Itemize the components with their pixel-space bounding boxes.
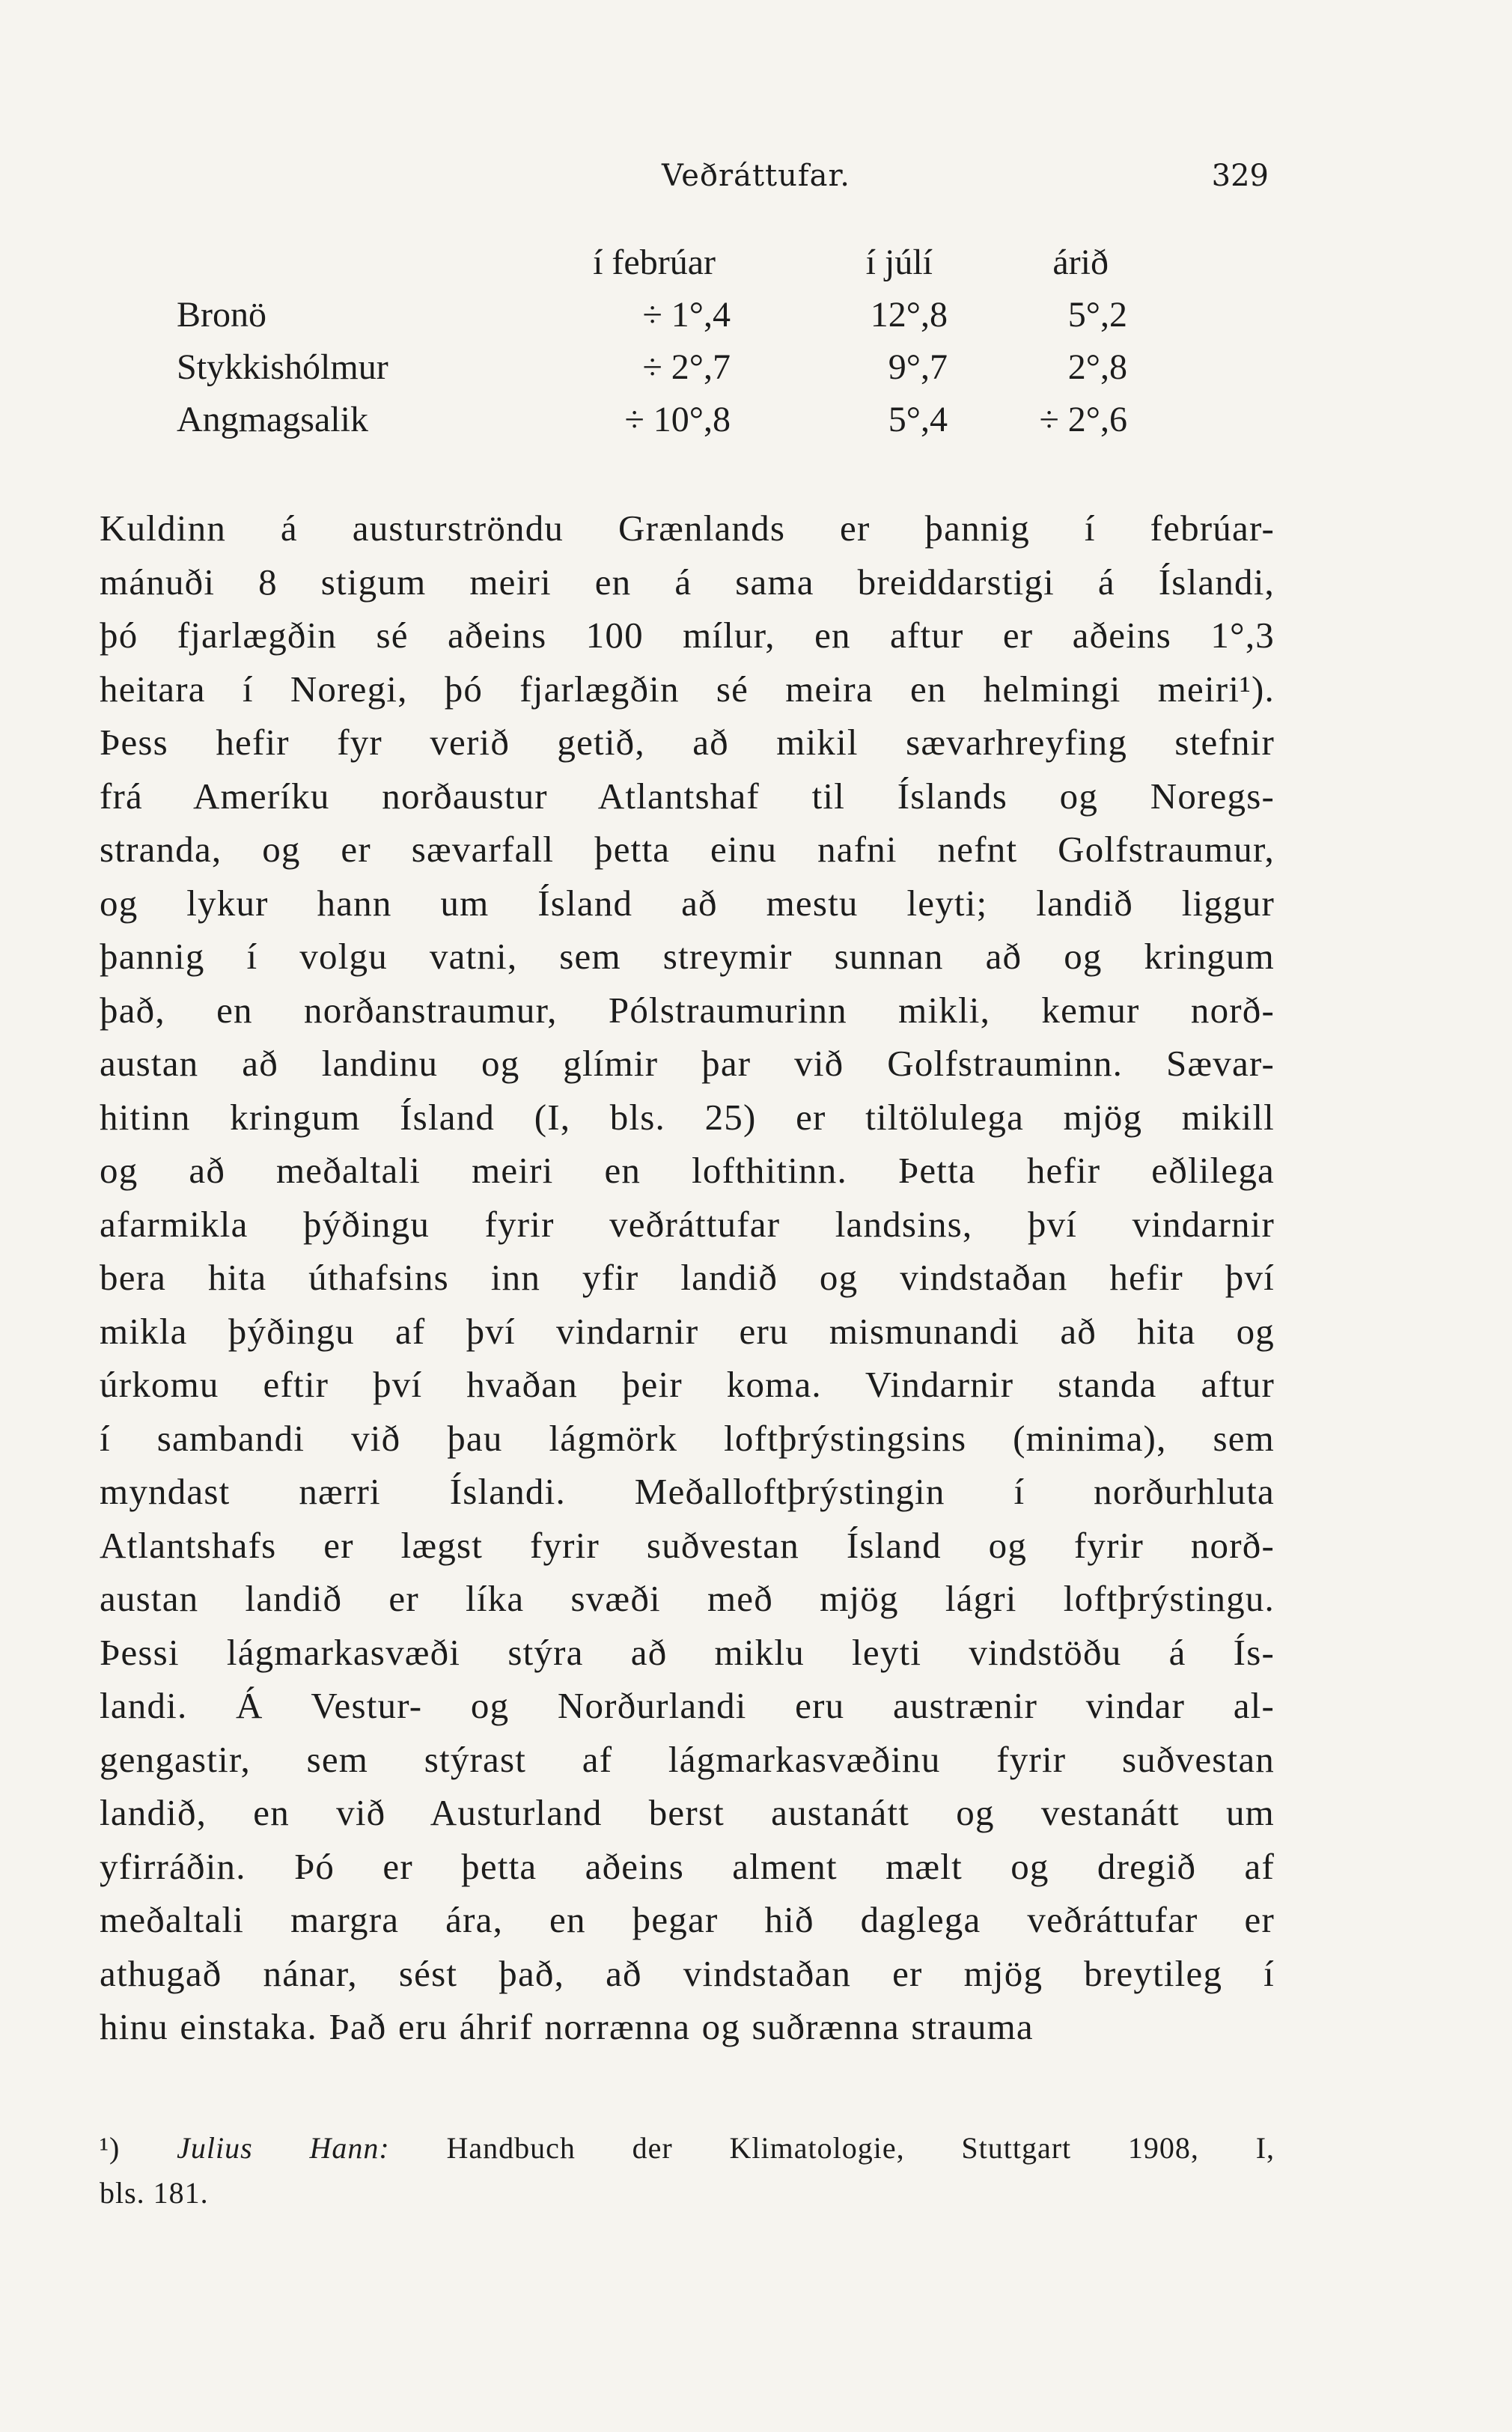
page-header [0,159,1512,201]
header-february: í febrúar [593,242,716,282]
july-value: 9°,7 [888,347,948,387]
text-line: mánuði 8 stigum meiri en á sama breiddarstigi á Íslandi, [100,561,1275,603]
text-line: Þess hefir fyr verið getið, að mikil sævarhreyfing stefnir [100,722,1275,763]
text-line: frá Ameríku norðaustur Atlantshaf til Íslands og Noregs- [100,775,1275,817]
year-value: 2°,8 [1067,347,1127,387]
text-line: og lykur hann um Ísland að mestu leyti; landið liggur [100,882,1275,924]
text-line: gengastir, sem stýrast af lágmarkasvæðinu fyrir suðvestan [100,1738,1275,1780]
footnote-line: bls. 181. [100,2176,209,2210]
text-line: og að meðaltali meiri en lofthitinn. Þetta hefir eðlilega [100,1150,1275,1191]
running-head: Veðráttufar. [662,159,850,193]
header-july: í júlí [865,242,933,282]
text-line: heitara í Noregi, þó fjarlægðin sé meira en helmingi meiri¹). [100,668,1275,710]
february-value: ÷ 1°,4 [642,294,731,335]
february-value: ÷ 10°,8 [624,399,731,439]
header-year: árið [1052,242,1109,282]
footnote-line [100,2126,1275,2171]
text-line: það, en norðanstraumur, Pólstraumurinn mikli, kemur norð- [100,989,1275,1031]
text-line: athugað nánar, sést það, að vindstaðan er mjög breytileg í [100,1952,1275,1994]
temperature-table [177,236,1127,445]
text-line: myndast nærri Íslandi. Meðalloftþrýstingin í norðurhluta [100,1471,1275,1512]
table-row [177,393,1127,445]
footnote [100,2126,1275,2216]
text-line: Kuldinn á austurströndu Grænlands er þannig í febrúar- [100,508,1275,549]
text-line: úrkomu eftir því hvaðan þeir koma. Vindarnir standa aftur [100,1364,1275,1405]
july-value: 12°,8 [870,294,948,335]
year-value: ÷ 2°,6 [1039,399,1127,439]
text-line: austan að landinu og glímir þar við Golfstrauminn. Sævar- [100,1043,1275,1084]
footnote-citation: Handbuch der Klimatologie, Stuttgart 1908, I, [446,2131,1275,2165]
july-value: 5°,4 [888,399,948,439]
body-paragraph [100,502,1275,2054]
text-line: landið, en við Austurland berst austanátt og vestanátt um [100,1792,1275,1833]
text-line: bera hita úthafsins inn yfir landið og vindstaðan hefir því [100,1257,1275,1298]
february-value: ÷ 2°,7 [642,347,731,387]
page-number: 329 [1211,159,1269,193]
header-station [177,236,506,288]
table-header-row [177,236,1127,288]
text-line: hinu einstaka. Það eru áhrif norrænna og suðrænna strauma [100,2006,1034,2047]
footnote-author: Julius Hann: [177,2131,390,2165]
table-row [177,341,1127,393]
station-name: Angmagsalik [177,399,368,439]
text-line: meðaltali margra ára, en þegar hið daglega veðráttufar er [100,1899,1275,1940]
table-row [177,288,1127,341]
text-line: þó fjarlægðin sé aðeins 100 mílur, en aftur er aðeins 1°,3 [100,615,1275,656]
text-line: hitinn kringum Ísland (I, bls. 25) er tiltölulega mjög mikill [100,1096,1275,1138]
text-line: í sambandi við þau lágmörk loftþrýstingsins (minima), sem [100,1417,1275,1459]
text-line: stranda, og er sævarfall þetta einu nafni nefnt Golfstraumur, [100,829,1275,870]
text-line: þannig í volgu vatni, sem streymir sunnan að og kringum [100,936,1275,977]
station-name: Bronö [177,294,266,335]
text-line: Atlantshafs er lægst fyrir suðvestan Ísland og fyrir norð- [100,1524,1275,1566]
text-line: mikla þýðingu af því vindarnir eru mismunandi að hita og [100,1310,1275,1352]
text-line: afarmikla þýðingu fyrir veðráttufar landsins, því vindarnir [100,1203,1275,1245]
footnote-marker: ¹) [100,2131,121,2165]
text-line: Þessi lágmarkasvæði stýra að miklu leyti vindstöðu á Ís- [100,1631,1275,1673]
year-value: 5°,2 [1067,294,1127,335]
station-name: Stykkishólmur [177,347,388,387]
text-line: austan landið er líka svæði með mjög lágri loftþrýstingu. [100,1578,1275,1619]
text-line: landi. Á Vestur- og Norðurlandi eru austrænir vindar al- [100,1685,1275,1726]
text-line: yfirráðin. Þó er þetta aðeins alment mælt og dregið af [100,1845,1275,1887]
